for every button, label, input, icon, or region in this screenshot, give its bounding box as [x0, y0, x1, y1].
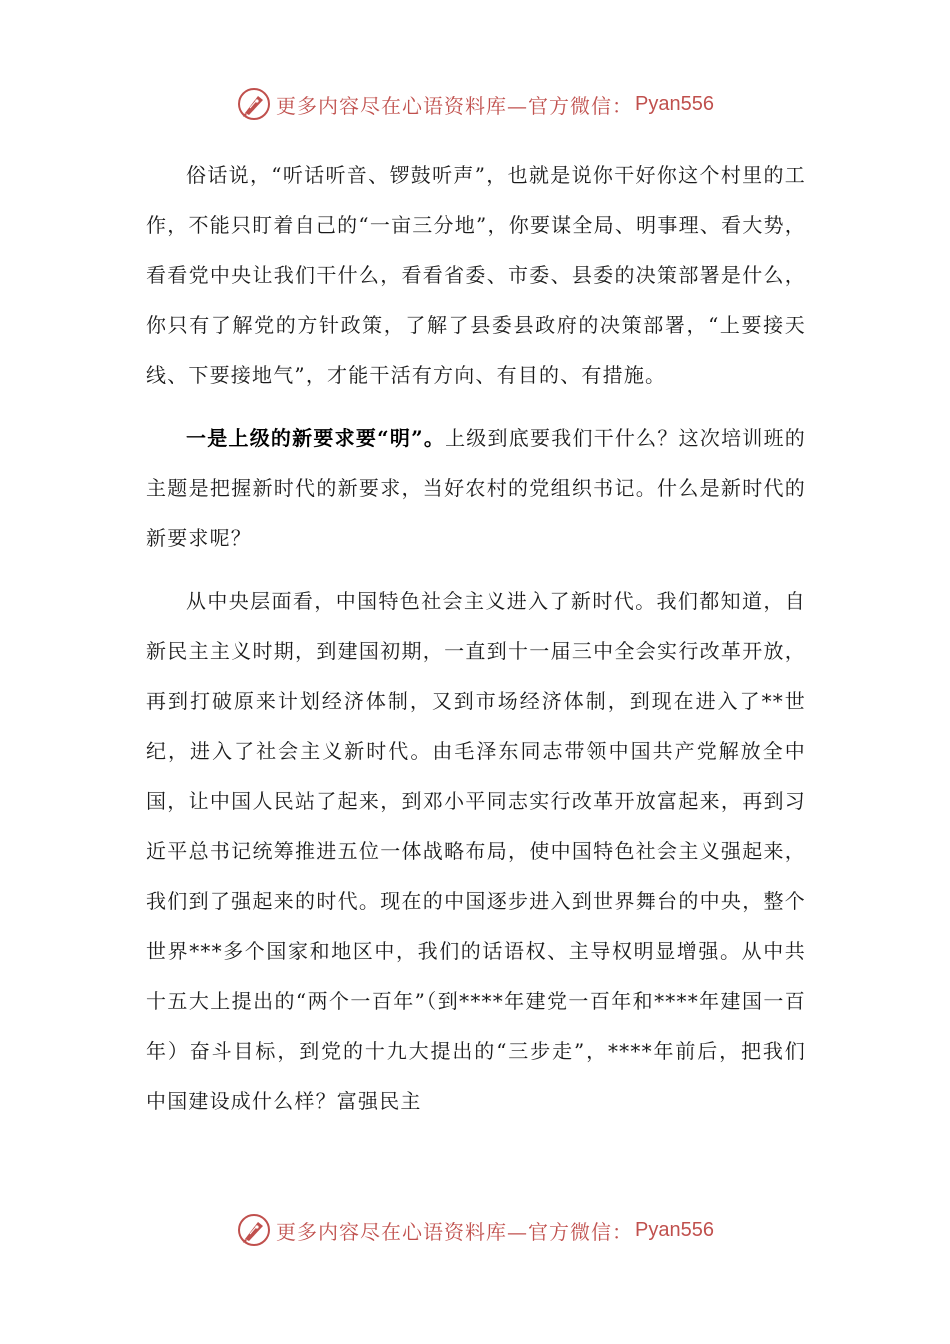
banner-text: 更多内容尽在心语资料库—官方微信：	[276, 93, 634, 118]
header-banner	[0, 84, 950, 124]
banner-wechat-id: Pyan556	[635, 92, 714, 115]
paragraph-2-text: 上级到底要我们干什么？这次培训班的主题是把握新时代的新要求，当好农村的党组织书记。什么是新时代的新要求呢？	[146, 426, 807, 550]
paragraph-1	[146, 150, 806, 400]
document-body	[146, 150, 806, 1126]
paragraph-3	[146, 576, 806, 1126]
paragraph-2	[146, 413, 806, 563]
paragraph-2-lead: 一是上级的新要求要“明”。	[186, 426, 446, 450]
paragraph-3-text: 从中央层面看，中国特色社会主义进入了新时代。我们都知道，自新民主主义时期，到建国初期，一直到十一届三中全会实行改革开放，再到打破原来计划经济体制，又到市场经济体制，到现在进入了**世纪，进入了社会主义新时代。由毛泽东同志带领中国共产党解放全中国，让中国人民站了起来，到邓小平同志实行改革开放富起来，再到习近平总书记统筹推进五位一体战略布局，使中国特色社会主义强起来，我们到了强起来的时代。现在的中国逐步进入到世界舞台的中央，整个世界***多个国家和地区中，我们的话语权、主导权明显增强。从中共十五大上提出的“两个一百年”（到****年建党一百年和****年建国一百年）奋斗目标，到党的十九大提出的“三步走”，****年前后，把我们中国建设成什么样？富强民主	[146, 589, 806, 1113]
footer-banner	[0, 1210, 950, 1250]
pen-nib-icon	[236, 86, 272, 122]
banner-wechat-id: Pyan556	[635, 1218, 714, 1241]
banner-text: 更多内容尽在心语资料库—官方微信：	[276, 1219, 634, 1244]
paragraph-1-text: 俗话说，“听话听音、锣鼓听声”，也就是说你干好你这个村里的工作，不能只盯着自己的“一亩三分地”，你要谋全局、明事理、看大势，看看党中央让我们干什么，看看省委、市委、县委的决策部署是什么，你只有了解党的方针政策，了解了县委县政府的决策部署，“上要接天线、下要接地气”，才能干活有方向、有目的、有措施。	[146, 163, 806, 387]
pen-nib-icon	[236, 1212, 272, 1248]
